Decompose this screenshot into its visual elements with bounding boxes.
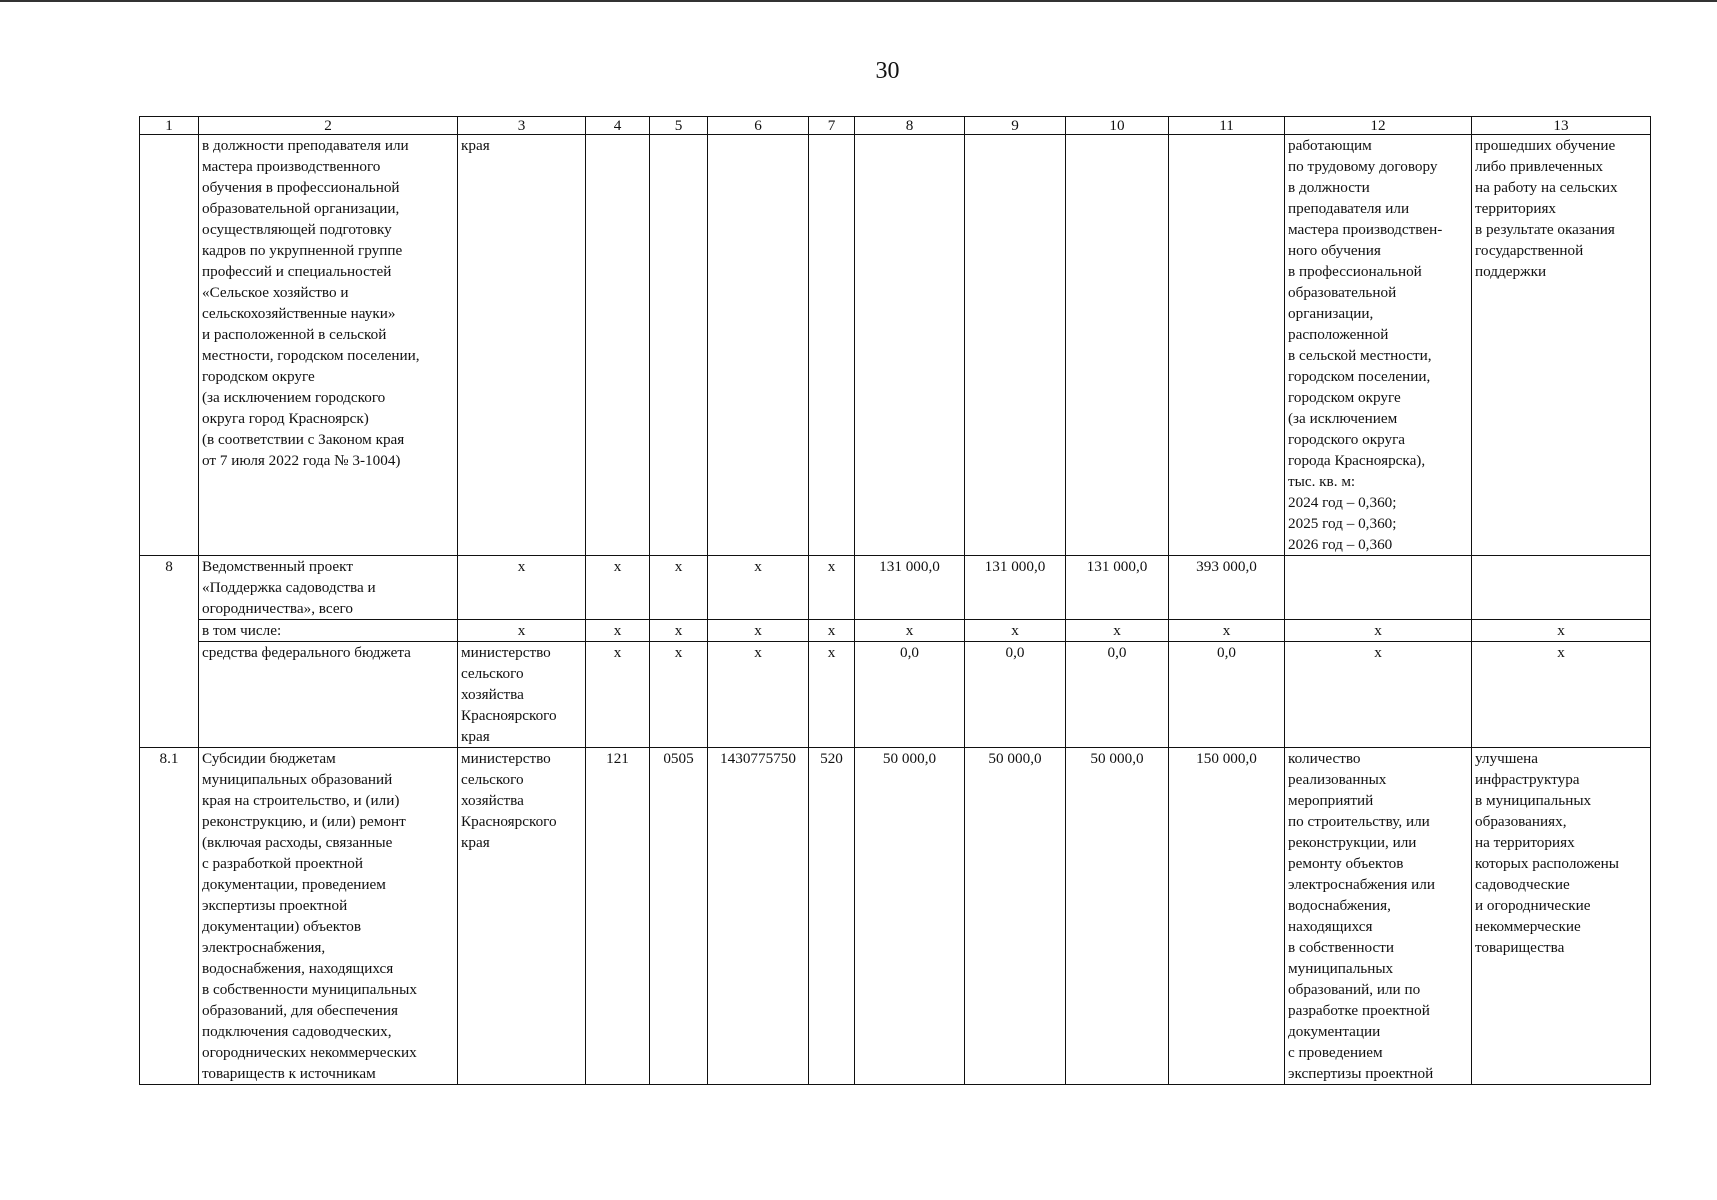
expected-result-cell: улучшена инфраструктура в муниципальных образованиях, на территориях которых расположены садоводческие и огороднические некоммерческие товарищества xyxy=(1472,748,1651,1085)
table-row-including xyxy=(140,620,1651,642)
column-number: 8 xyxy=(855,117,965,135)
amount-cell: 0,0 xyxy=(965,642,1066,748)
table-row-8 xyxy=(140,556,1651,620)
measure-name-cell: в том числе: xyxy=(199,620,458,642)
table-cell: 520 xyxy=(809,748,855,1085)
table-cell: х xyxy=(650,620,708,642)
table-cell: х xyxy=(1169,620,1285,642)
amount-cell: 131 000,0 xyxy=(965,556,1066,620)
amount-cell: 131 000,0 xyxy=(1066,556,1169,620)
table-cell: 121 xyxy=(586,748,650,1085)
amount-cell: 393 000,0 xyxy=(1169,556,1285,620)
scan-top-edge xyxy=(0,0,1717,2)
budget-table xyxy=(139,116,1651,1085)
administrator-cell: края xyxy=(458,135,586,556)
column-number: 5 xyxy=(650,117,708,135)
table-cell: х xyxy=(809,556,855,620)
table-row-continuation xyxy=(140,135,1651,556)
column-number: 9 xyxy=(965,117,1066,135)
empty-cell xyxy=(965,135,1066,556)
table-cell: х xyxy=(586,620,650,642)
table-cell: х xyxy=(650,556,708,620)
amount-cell: 0,0 xyxy=(1066,642,1169,748)
empty-cell xyxy=(650,135,708,556)
amount-cell: 0,0 xyxy=(1169,642,1285,748)
table-cell: 1430775750 xyxy=(708,748,809,1085)
table-cell: х xyxy=(708,642,809,748)
amount-cell: 50 000,0 xyxy=(965,748,1066,1085)
empty-cell xyxy=(586,135,650,556)
table-cell: х xyxy=(586,556,650,620)
table-cell: х xyxy=(809,642,855,748)
empty-cell xyxy=(1066,135,1169,556)
empty-cell xyxy=(855,135,965,556)
table-cell: х xyxy=(965,620,1066,642)
expected-result-cell: прошедших обучение либо привлеченных на работу на сельских территориях в результате оказания государственной поддержки xyxy=(1472,135,1651,556)
indicator-cell: работающим по трудовому договору в должности преподавателя или мастера производствен- ного обучения в профессиональной образовательной организации, расположенной в сельской местности, городском поселении, городском округе (за исключением городского округа города Красноярска), тыс. кв. м: 2024 год – 0,360; 2025 год – 0,360; 2026 год – 0,360 xyxy=(1285,135,1472,556)
column-number: 4 xyxy=(586,117,650,135)
administrator-cell: министерство сельского хозяйства Красноярского края xyxy=(458,642,586,748)
table-cell: х xyxy=(1285,620,1472,642)
amount-cell: 150 000,0 xyxy=(1169,748,1285,1085)
table-cell: х xyxy=(708,556,809,620)
empty-cell xyxy=(809,135,855,556)
amount-cell: 50 000,0 xyxy=(855,748,965,1085)
table-cell: х xyxy=(708,620,809,642)
table-cell: х xyxy=(1472,642,1651,748)
table-cell: х xyxy=(458,556,586,620)
column-number: 13 xyxy=(1472,117,1651,135)
row-number-cell xyxy=(140,135,199,556)
row-number-cell: 8 xyxy=(140,556,199,748)
table-cell: х xyxy=(650,642,708,748)
table-cell: х xyxy=(1285,642,1472,748)
column-number: 11 xyxy=(1169,117,1285,135)
table-cell: х xyxy=(855,620,965,642)
empty-cell xyxy=(708,135,809,556)
table-cell: х xyxy=(1066,620,1169,642)
measure-name-cell: в должности преподавателя или мастера производственного обучения в профессиональной образовательной организации, осуществляющей подготовку кадров по укрупненной группе профессий и специальностей «Сельское хозяйство и сельскохозяйственные науки» и расположенной в сельской местности, городском поселении, городском округе (за исключением городского округа город Красноярск) (в соответствии с Законом края от 7 июля 2022 года № 3-1004) xyxy=(199,135,458,556)
table-cell: х xyxy=(1472,620,1651,642)
table-cell: х xyxy=(809,620,855,642)
column-number: 2 xyxy=(199,117,458,135)
measure-name-cell: Субсидии бюджетам муниципальных образований края на строительство, и (или) реконструкцию, и (или) ремонт (включая расходы, связанные с разработкой проектной документации, проведением экспертизы проектной документации) объектов электроснабжения, водоснабжения, находящихся в собственности муниципальных образований, для обеспечения подключения садоводческих, огороднических некоммерческих товариществ к источникам xyxy=(199,748,458,1085)
column-number: 7 xyxy=(809,117,855,135)
table-cell: х xyxy=(586,642,650,748)
empty-cell xyxy=(1169,135,1285,556)
measure-name-cell: средства федерального бюджета xyxy=(199,642,458,748)
column-number-row xyxy=(140,117,1651,135)
column-number: 6 xyxy=(708,117,809,135)
table-row-8-1 xyxy=(140,748,1651,1085)
table-cell: 0505 xyxy=(650,748,708,1085)
indicator-cell: количество реализованных мероприятий по строительству, или реконструкции, или ремонту объектов электроснабжения или водоснабжения, находящихся в собственности муниципальных образований, или по разработке проектной документации с проведением экспертизы проектной xyxy=(1285,748,1472,1085)
column-number: 1 xyxy=(140,117,199,135)
measure-name-cell: Ведомственный проект «Поддержка садоводства и огородничества», всего xyxy=(199,556,458,620)
table-row-federal-budget xyxy=(140,642,1651,748)
amount-cell: 50 000,0 xyxy=(1066,748,1169,1085)
row-number-cell: 8.1 xyxy=(140,748,199,1085)
amount-cell: 0,0 xyxy=(855,642,965,748)
amount-cell: 131 000,0 xyxy=(855,556,965,620)
column-number: 10 xyxy=(1066,117,1169,135)
table-cell: х xyxy=(458,620,586,642)
administrator-cell: министерство сельского хозяйства Красноярского края xyxy=(458,748,586,1085)
column-number: 3 xyxy=(458,117,586,135)
empty-cell xyxy=(1285,556,1472,620)
empty-cell xyxy=(1472,556,1651,620)
column-number: 12 xyxy=(1285,117,1472,135)
page-number: 30 xyxy=(875,58,900,84)
